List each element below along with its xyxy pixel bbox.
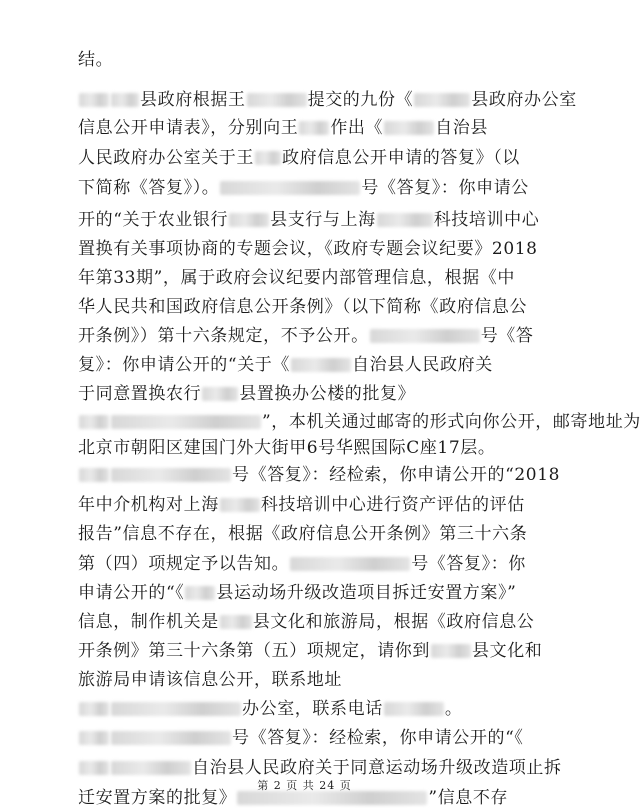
text-segment: 结。 xyxy=(78,50,114,70)
text-segment: 作出《 xyxy=(330,118,384,138)
text-line xyxy=(78,268,538,288)
text-segment: ”信息不存 xyxy=(428,788,509,808)
text-line xyxy=(78,438,538,458)
text-segment: 号《答 xyxy=(480,326,534,346)
text-segment: 自治县人民政府关 xyxy=(352,355,493,375)
text-line xyxy=(78,554,538,574)
text-line xyxy=(78,297,538,317)
redaction-block xyxy=(111,702,241,716)
text-segment: 县政府办公室 xyxy=(471,90,577,110)
redaction-block xyxy=(291,358,351,372)
redaction-block xyxy=(229,213,269,227)
text-line xyxy=(78,178,538,198)
text-line xyxy=(78,239,538,259)
redaction-block xyxy=(220,181,360,195)
redaction-block xyxy=(111,93,139,107)
redaction-block xyxy=(237,791,427,805)
text-segment: 办公室，联系电话 xyxy=(242,699,383,719)
text-line xyxy=(78,412,641,432)
text-segment: 年第33期”，属于政府会议纪要内部管理信息，根据《中 xyxy=(78,268,515,288)
redaction-block xyxy=(79,702,109,716)
redaction-block xyxy=(79,761,109,775)
text-line xyxy=(78,90,577,110)
text-line xyxy=(78,612,538,632)
text-line xyxy=(78,641,543,661)
text-line xyxy=(78,728,538,748)
redaction-block xyxy=(377,213,433,227)
text-segment: 号《答复》：你 xyxy=(411,554,526,574)
redaction-block xyxy=(299,121,329,135)
text-segment: 科技培训中心进行资产评估的评估 xyxy=(260,495,525,515)
text-segment: 下简称《答复》）。 xyxy=(78,178,220,198)
redaction-block xyxy=(111,415,261,429)
text-segment: 提交的九份《 xyxy=(307,90,414,110)
text-segment: 信息公开申请表》，分别向王 xyxy=(78,118,299,138)
text-segment: 。 xyxy=(444,699,463,719)
text-segment: 复》：你申请公开的“关于《 xyxy=(78,355,290,375)
text-line xyxy=(78,465,561,485)
text-line xyxy=(78,495,538,515)
redaction-block xyxy=(431,644,471,658)
redaction-block xyxy=(111,731,231,745)
redaction-block xyxy=(220,498,260,512)
text-line xyxy=(78,355,538,375)
text-line xyxy=(78,699,538,719)
text-segment: 旅游局申请该信息公开，联系地址 xyxy=(78,670,342,690)
text-segment: 第（四）项规定予以告知。 xyxy=(78,554,290,574)
text-segment: 科技培训中心 xyxy=(433,210,540,230)
text-line xyxy=(78,118,538,138)
text-segment: 开条例》第三十六条第（五）项规定，请你到 xyxy=(78,641,430,661)
text-segment: 开条例》）第十六条规定，不予公开。 xyxy=(78,326,369,346)
text-segment: 人民政府办公室关于王 xyxy=(78,148,254,168)
text-segment: 县文化和旅游局，根据《政府信息公 xyxy=(252,612,535,632)
text-segment: 自治县人民政府关于同意运动场升级改造项止拆 xyxy=(192,758,562,778)
redaction-block xyxy=(202,387,238,401)
redaction-block xyxy=(185,586,215,600)
text-line xyxy=(78,670,538,690)
redaction-block xyxy=(255,151,281,165)
text-segment: 县置换办公楼的批复》 xyxy=(239,384,416,404)
text-line xyxy=(78,148,538,168)
text-line xyxy=(78,758,562,778)
text-segment: 华人民共和国政府信息公开条例》（以下简称《政府信息公 xyxy=(78,297,528,317)
text-segment: 号《答复》：你申请公 xyxy=(361,178,529,198)
redaction-block xyxy=(247,93,307,107)
redaction-block xyxy=(111,761,191,775)
redaction-block xyxy=(79,415,109,429)
text-segment: 县文化和 xyxy=(472,641,543,661)
redaction-block xyxy=(79,468,109,482)
text-line xyxy=(78,384,538,404)
text-line xyxy=(78,326,538,346)
text-line xyxy=(78,210,538,230)
redaction-block xyxy=(79,731,109,745)
text-segment: 于同意置换农行 xyxy=(78,384,202,404)
text-segment: 县运动场升级改造项目拆迁安置方案》” xyxy=(216,583,517,603)
text-segment: 信息，制作机关是 xyxy=(78,612,219,632)
text-line xyxy=(78,583,538,603)
redaction-block xyxy=(384,702,444,716)
text-segment: 置换有关事项协商的专题会议，《政府专题会议纪要》2018 xyxy=(78,239,538,259)
text-segment: 县支行与上海 xyxy=(270,210,376,230)
redaction-block xyxy=(111,468,231,482)
text-segment: 年中介机构对上海 xyxy=(78,495,219,515)
text-segment: 自治县 xyxy=(435,118,488,138)
redaction-block xyxy=(370,329,480,343)
text-segment: 政府信息公开申请的答复》（以 xyxy=(282,148,520,168)
redaction-block xyxy=(414,93,470,107)
text-segment: 报告”信息不存在，根据《政府信息公开条例》第三十六条 xyxy=(78,524,528,544)
redaction-block xyxy=(220,615,252,629)
redaction-block xyxy=(384,121,434,135)
text-line xyxy=(78,524,538,544)
text-segment: 号《答复》：经检索，你申请公开的“2018 xyxy=(232,465,561,485)
text-segment: 申请公开的“《 xyxy=(78,583,185,603)
text-segment: 号《答复》：经检索，你申请公开的“《 xyxy=(232,728,524,748)
page-footer: 第 2 页 共 24 页 xyxy=(257,779,352,792)
text-segment: 迁安置方案的批复》 xyxy=(78,788,237,808)
redaction-block xyxy=(79,93,109,107)
text-segment: ”，本机关通过邮寄的形式向你公开，邮寄地址为 xyxy=(262,412,641,432)
text-segment: 北京市朝阳区建国门外大街甲6号华熙国际C座17层。 xyxy=(78,438,496,458)
redaction-block xyxy=(290,557,410,571)
text-line xyxy=(78,50,538,70)
text-segment: 开的“关于农业银行 xyxy=(78,210,229,230)
text-segment: 县政府根据王 xyxy=(140,90,246,110)
